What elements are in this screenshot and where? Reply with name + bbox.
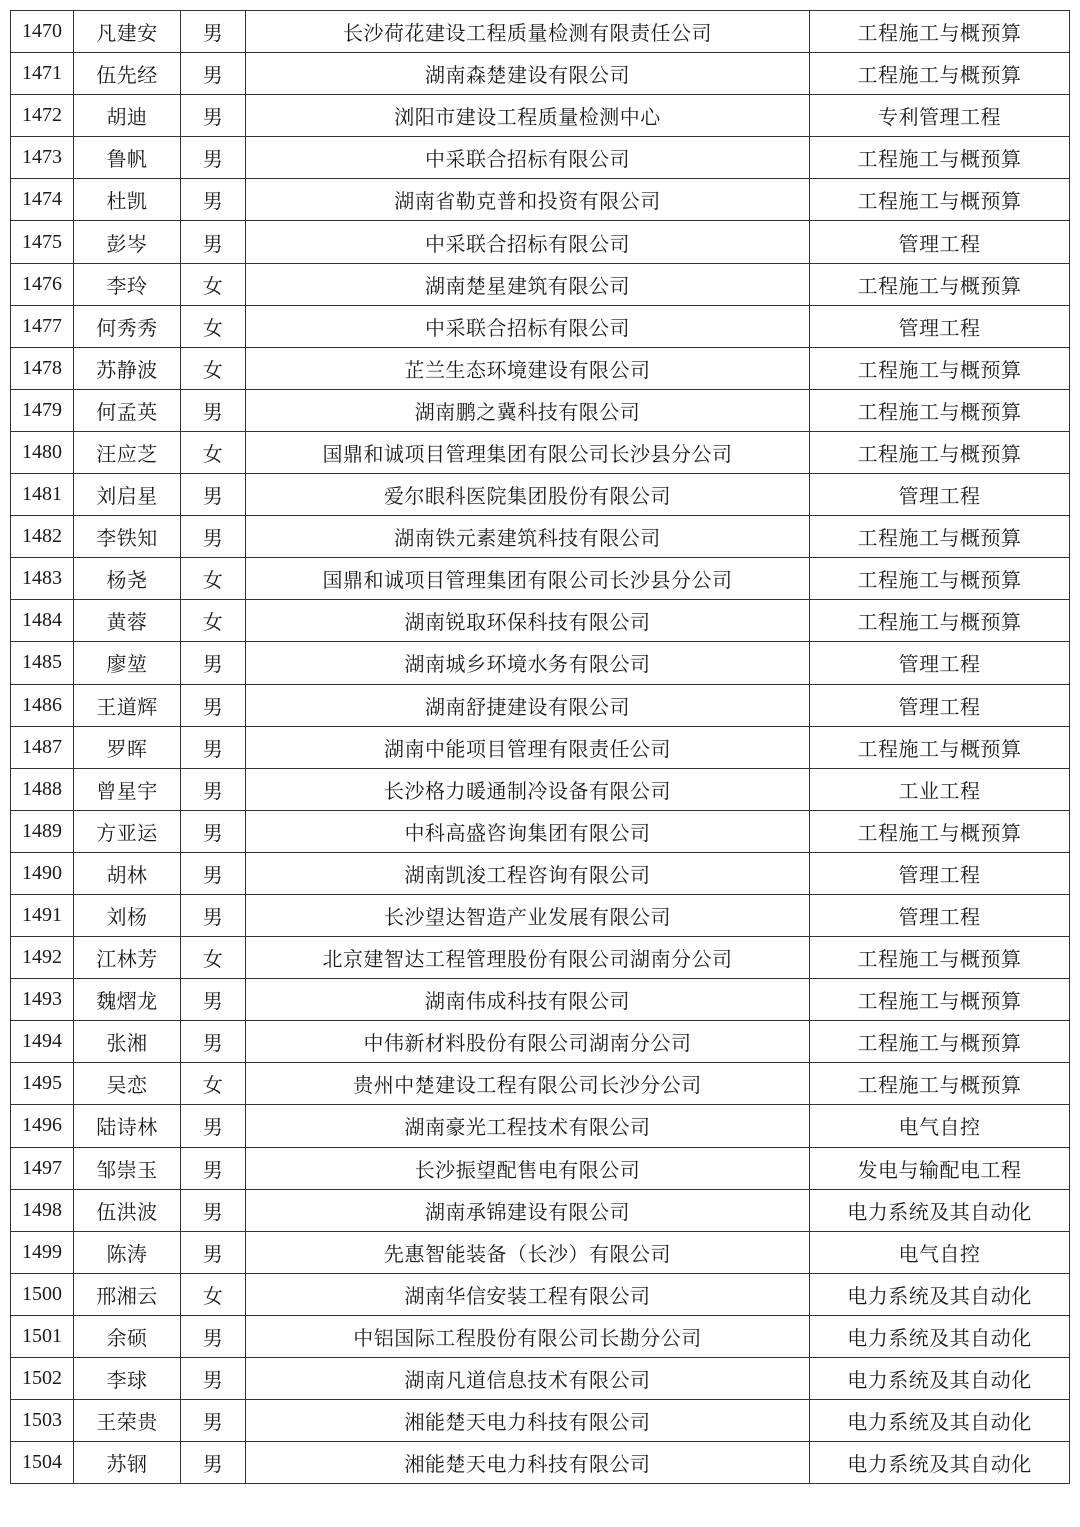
cell-major: 管理工程 xyxy=(810,852,1070,894)
cell-gender: 男 xyxy=(181,1358,246,1400)
table-row xyxy=(11,347,1070,389)
cell-number: 1483 xyxy=(11,558,74,600)
cell-gender: 男 xyxy=(181,137,246,179)
cell-gender: 男 xyxy=(181,1189,246,1231)
cell-major: 工程施工与概预算 xyxy=(810,1063,1070,1105)
table-row xyxy=(11,431,1070,473)
cell-number: 1480 xyxy=(11,431,74,473)
table-row xyxy=(11,1105,1070,1147)
cell-major: 电力系统及其自动化 xyxy=(810,1358,1070,1400)
cell-company: 中采联合招标有限公司 xyxy=(246,137,810,179)
cell-major: 工程施工与概预算 xyxy=(810,979,1070,1021)
cell-company: 湖南华信安装工程有限公司 xyxy=(246,1273,810,1315)
cell-company: 中铝国际工程股份有限公司长勘分公司 xyxy=(246,1315,810,1357)
table-row xyxy=(11,726,1070,768)
cell-number: 1497 xyxy=(11,1147,74,1189)
table-row xyxy=(11,1189,1070,1231)
cell-company: 湖南豪光工程技术有限公司 xyxy=(246,1105,810,1147)
table-row xyxy=(11,1021,1070,1063)
cell-name: 鲁帆 xyxy=(74,137,181,179)
cell-major: 工程施工与概预算 xyxy=(810,347,1070,389)
cell-name: 胡林 xyxy=(74,852,181,894)
cell-number: 1492 xyxy=(11,937,74,979)
cell-company: 湖南楚星建筑有限公司 xyxy=(246,263,810,305)
cell-gender: 男 xyxy=(181,389,246,431)
cell-name: 张湘 xyxy=(74,1021,181,1063)
table-row xyxy=(11,937,1070,979)
cell-gender: 男 xyxy=(181,810,246,852)
cell-major: 管理工程 xyxy=(810,305,1070,347)
cell-company: 长沙振望配售电有限公司 xyxy=(246,1147,810,1189)
cell-major: 工程施工与概预算 xyxy=(810,516,1070,558)
cell-number: 1499 xyxy=(11,1231,74,1273)
cell-company: 芷兰生态环境建设有限公司 xyxy=(246,347,810,389)
cell-gender: 男 xyxy=(181,179,246,221)
table-row xyxy=(11,1063,1070,1105)
table-row xyxy=(11,684,1070,726)
cell-company: 湖南凡道信息技术有限公司 xyxy=(246,1358,810,1400)
cell-number: 1490 xyxy=(11,852,74,894)
table-row xyxy=(11,979,1070,1021)
cell-company: 湖南城乡环境水务有限公司 xyxy=(246,642,810,684)
cell-name: 吴恋 xyxy=(74,1063,181,1105)
cell-number: 1482 xyxy=(11,516,74,558)
cell-number: 1475 xyxy=(11,221,74,263)
cell-gender: 男 xyxy=(181,1442,246,1484)
table-row xyxy=(11,137,1070,179)
table-row xyxy=(11,516,1070,558)
cell-number: 1494 xyxy=(11,1021,74,1063)
cell-number: 1473 xyxy=(11,137,74,179)
cell-major: 管理工程 xyxy=(810,474,1070,516)
cell-gender: 男 xyxy=(181,979,246,1021)
cell-major: 电力系统及其自动化 xyxy=(810,1273,1070,1315)
cell-name: 黄蓉 xyxy=(74,600,181,642)
cell-number: 1477 xyxy=(11,305,74,347)
cell-major: 发电与输配电工程 xyxy=(810,1147,1070,1189)
cell-name: 江林芳 xyxy=(74,937,181,979)
cell-major: 管理工程 xyxy=(810,684,1070,726)
cell-name: 罗晖 xyxy=(74,726,181,768)
cell-gender: 男 xyxy=(181,1315,246,1357)
table-row xyxy=(11,474,1070,516)
cell-number: 1481 xyxy=(11,474,74,516)
cell-gender: 女 xyxy=(181,263,246,305)
cell-number: 1472 xyxy=(11,95,74,137)
table-row xyxy=(11,179,1070,221)
cell-number: 1484 xyxy=(11,600,74,642)
table-row xyxy=(11,600,1070,642)
cell-gender: 男 xyxy=(181,894,246,936)
cell-gender: 男 xyxy=(181,516,246,558)
roster-table-body xyxy=(11,11,1070,1484)
cell-name: 方亚运 xyxy=(74,810,181,852)
table-row xyxy=(11,768,1070,810)
roster-sheet xyxy=(10,10,1069,1484)
cell-name: 凡建安 xyxy=(74,11,181,53)
cell-company: 贵州中楚建设工程有限公司长沙分公司 xyxy=(246,1063,810,1105)
cell-number: 1485 xyxy=(11,642,74,684)
cell-name: 苏钢 xyxy=(74,1442,181,1484)
cell-name: 彭岑 xyxy=(74,221,181,263)
cell-major: 工程施工与概预算 xyxy=(810,726,1070,768)
cell-name: 胡迪 xyxy=(74,95,181,137)
cell-gender: 男 xyxy=(181,1105,246,1147)
cell-name: 邢湘云 xyxy=(74,1273,181,1315)
cell-company: 湖南铁元素建筑科技有限公司 xyxy=(246,516,810,558)
cell-gender: 男 xyxy=(181,53,246,95)
cell-major: 工业工程 xyxy=(810,768,1070,810)
cell-gender: 男 xyxy=(181,852,246,894)
cell-company: 湖南中能项目管理有限责任公司 xyxy=(246,726,810,768)
cell-company: 湖南舒捷建设有限公司 xyxy=(246,684,810,726)
table-row xyxy=(11,852,1070,894)
cell-number: 1491 xyxy=(11,894,74,936)
table-row xyxy=(11,810,1070,852)
cell-name: 何秀秀 xyxy=(74,305,181,347)
cell-gender: 男 xyxy=(181,684,246,726)
cell-number: 1479 xyxy=(11,389,74,431)
table-row xyxy=(11,11,1070,53)
cell-number: 1474 xyxy=(11,179,74,221)
cell-major: 工程施工与概预算 xyxy=(810,263,1070,305)
cell-major: 工程施工与概预算 xyxy=(810,179,1070,221)
cell-company: 湖南锐取环保科技有限公司 xyxy=(246,600,810,642)
cell-number: 1488 xyxy=(11,768,74,810)
cell-name: 杨尧 xyxy=(74,558,181,600)
cell-gender: 男 xyxy=(181,95,246,137)
cell-name: 李玲 xyxy=(74,263,181,305)
cell-major: 管理工程 xyxy=(810,221,1070,263)
cell-gender: 女 xyxy=(181,431,246,473)
cell-gender: 女 xyxy=(181,305,246,347)
cell-number: 1489 xyxy=(11,810,74,852)
cell-company: 长沙荷花建设工程质量检测有限责任公司 xyxy=(246,11,810,53)
cell-gender: 女 xyxy=(181,347,246,389)
table-row xyxy=(11,95,1070,137)
cell-name: 伍先经 xyxy=(74,53,181,95)
table-row xyxy=(11,1315,1070,1357)
cell-major: 管理工程 xyxy=(810,894,1070,936)
cell-number: 1476 xyxy=(11,263,74,305)
cell-major: 工程施工与概预算 xyxy=(810,389,1070,431)
table-row xyxy=(11,305,1070,347)
cell-company: 湖南承锦建设有限公司 xyxy=(246,1189,810,1231)
cell-major: 工程施工与概预算 xyxy=(810,431,1070,473)
cell-name: 余硕 xyxy=(74,1315,181,1357)
cell-number: 1503 xyxy=(11,1400,74,1442)
cell-gender: 男 xyxy=(181,726,246,768)
cell-name: 伍洪波 xyxy=(74,1189,181,1231)
cell-number: 1487 xyxy=(11,726,74,768)
cell-name: 王荣贵 xyxy=(74,1400,181,1442)
cell-gender: 男 xyxy=(181,768,246,810)
cell-number: 1502 xyxy=(11,1358,74,1400)
cell-number: 1478 xyxy=(11,347,74,389)
cell-company: 浏阳市建设工程质量检测中心 xyxy=(246,95,810,137)
table-row xyxy=(11,389,1070,431)
table-row xyxy=(11,894,1070,936)
cell-major: 工程施工与概预算 xyxy=(810,937,1070,979)
cell-major: 工程施工与概预算 xyxy=(810,137,1070,179)
cell-company: 湖南凯浚工程咨询有限公司 xyxy=(246,852,810,894)
cell-company: 湖南省勒克普和投资有限公司 xyxy=(246,179,810,221)
cell-name: 刘杨 xyxy=(74,894,181,936)
cell-company: 长沙望达智造产业发展有限公司 xyxy=(246,894,810,936)
cell-number: 1471 xyxy=(11,53,74,95)
cell-name: 邹崇玉 xyxy=(74,1147,181,1189)
cell-number: 1486 xyxy=(11,684,74,726)
table-row xyxy=(11,1400,1070,1442)
table-row xyxy=(11,642,1070,684)
cell-company: 中采联合招标有限公司 xyxy=(246,305,810,347)
cell-major: 电力系统及其自动化 xyxy=(810,1442,1070,1484)
cell-gender: 女 xyxy=(181,1273,246,1315)
cell-gender: 男 xyxy=(181,474,246,516)
cell-company: 国鼎和诚项目管理集团有限公司长沙县分公司 xyxy=(246,431,810,473)
cell-major: 工程施工与概预算 xyxy=(810,53,1070,95)
cell-gender: 女 xyxy=(181,1063,246,1105)
cell-company: 湘能楚天电力科技有限公司 xyxy=(246,1442,810,1484)
cell-major: 电气自控 xyxy=(810,1105,1070,1147)
table-row xyxy=(11,221,1070,263)
cell-major: 电力系统及其自动化 xyxy=(810,1189,1070,1231)
cell-gender: 男 xyxy=(181,1400,246,1442)
table-row xyxy=(11,1231,1070,1273)
table-row xyxy=(11,1273,1070,1315)
cell-company: 湖南伟成科技有限公司 xyxy=(246,979,810,1021)
cell-major: 工程施工与概预算 xyxy=(810,600,1070,642)
cell-major: 工程施工与概预算 xyxy=(810,810,1070,852)
cell-name: 杜凯 xyxy=(74,179,181,221)
table-row xyxy=(11,1358,1070,1400)
cell-gender: 男 xyxy=(181,642,246,684)
roster-table xyxy=(10,10,1070,1484)
cell-name: 魏熠龙 xyxy=(74,979,181,1021)
cell-company: 国鼎和诚项目管理集团有限公司长沙县分公司 xyxy=(246,558,810,600)
table-row xyxy=(11,263,1070,305)
cell-major: 电气自控 xyxy=(810,1231,1070,1273)
cell-company: 中伟新材料股份有限公司湖南分公司 xyxy=(246,1021,810,1063)
cell-name: 陆诗林 xyxy=(74,1105,181,1147)
cell-company: 北京建智达工程管理股份有限公司湖南分公司 xyxy=(246,937,810,979)
cell-major: 专利管理工程 xyxy=(810,95,1070,137)
cell-gender: 男 xyxy=(181,1231,246,1273)
cell-company: 爱尔眼科医院集团股份有限公司 xyxy=(246,474,810,516)
cell-number: 1501 xyxy=(11,1315,74,1357)
cell-number: 1493 xyxy=(11,979,74,1021)
cell-name: 廖堃 xyxy=(74,642,181,684)
cell-name: 曾星宇 xyxy=(74,768,181,810)
cell-gender: 男 xyxy=(181,11,246,53)
cell-name: 李铁知 xyxy=(74,516,181,558)
cell-number: 1498 xyxy=(11,1189,74,1231)
cell-gender: 女 xyxy=(181,558,246,600)
cell-number: 1470 xyxy=(11,11,74,53)
table-row xyxy=(11,1442,1070,1484)
cell-company: 中采联合招标有限公司 xyxy=(246,221,810,263)
cell-company: 湖南森楚建设有限公司 xyxy=(246,53,810,95)
cell-major: 电力系统及其自动化 xyxy=(810,1400,1070,1442)
cell-name: 苏静波 xyxy=(74,347,181,389)
cell-gender: 男 xyxy=(181,1021,246,1063)
cell-name: 王道辉 xyxy=(74,684,181,726)
cell-name: 陈涛 xyxy=(74,1231,181,1273)
cell-company: 中科高盛咨询集团有限公司 xyxy=(246,810,810,852)
cell-name: 汪应芝 xyxy=(74,431,181,473)
cell-number: 1495 xyxy=(11,1063,74,1105)
cell-company: 长沙格力暖通制冷设备有限公司 xyxy=(246,768,810,810)
cell-major: 工程施工与概预算 xyxy=(810,1021,1070,1063)
cell-company: 先惠智能装备（长沙）有限公司 xyxy=(246,1231,810,1273)
cell-company: 湘能楚天电力科技有限公司 xyxy=(246,1400,810,1442)
table-row xyxy=(11,1147,1070,1189)
cell-company: 湖南鹏之冀科技有限公司 xyxy=(246,389,810,431)
cell-major: 管理工程 xyxy=(810,642,1070,684)
cell-gender: 男 xyxy=(181,1147,246,1189)
cell-major: 电力系统及其自动化 xyxy=(810,1315,1070,1357)
cell-number: 1496 xyxy=(11,1105,74,1147)
cell-number: 1500 xyxy=(11,1273,74,1315)
cell-major: 工程施工与概预算 xyxy=(810,11,1070,53)
table-row xyxy=(11,558,1070,600)
cell-major: 工程施工与概预算 xyxy=(810,558,1070,600)
cell-gender: 女 xyxy=(181,600,246,642)
table-row xyxy=(11,53,1070,95)
cell-gender: 女 xyxy=(181,937,246,979)
cell-name: 何孟英 xyxy=(74,389,181,431)
cell-name: 刘启星 xyxy=(74,474,181,516)
cell-number: 1504 xyxy=(11,1442,74,1484)
cell-gender: 男 xyxy=(181,221,246,263)
cell-name: 李球 xyxy=(74,1358,181,1400)
